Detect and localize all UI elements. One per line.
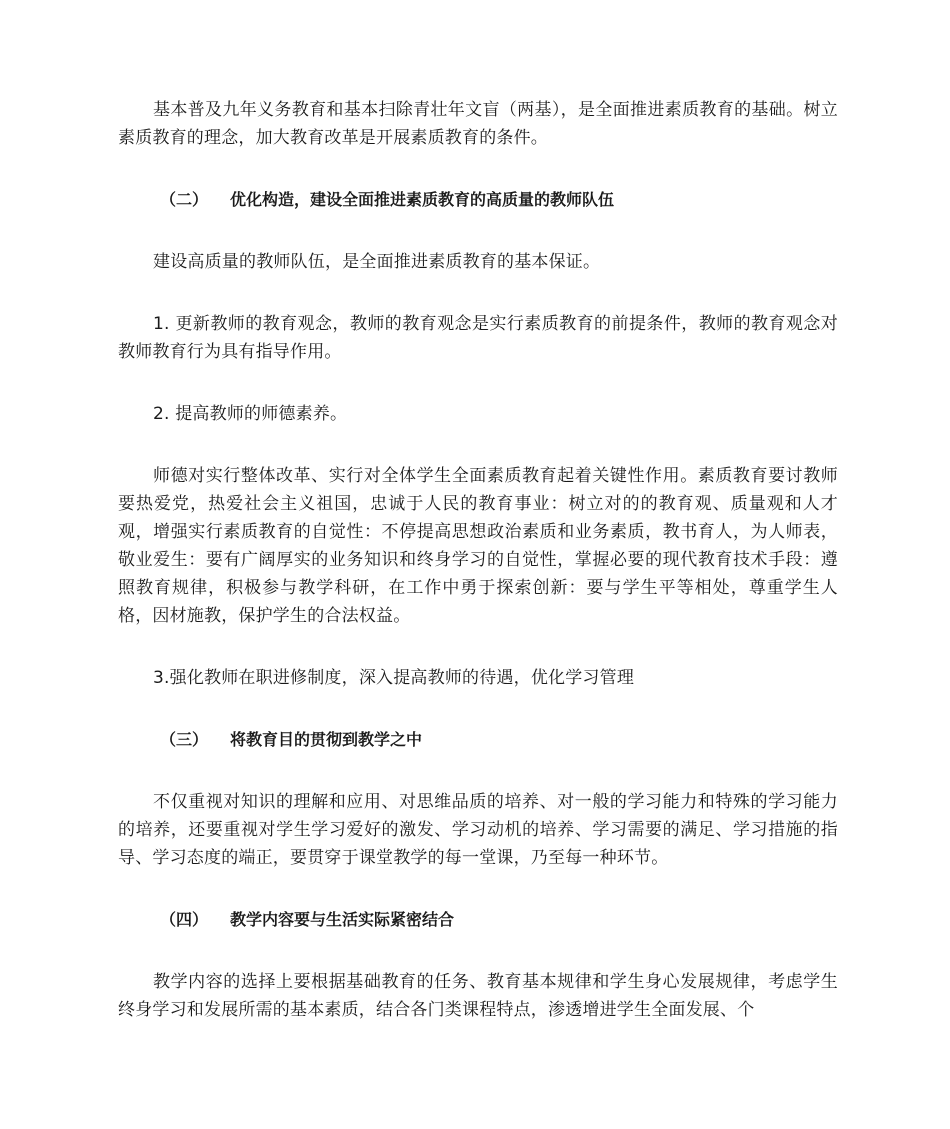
- paragraph-item-3: 3.强化教师在职进修制度，深入提高教师的待遇，优化学习管理: [153, 668, 635, 688]
- section-heading-4: [118, 906, 838, 934]
- section-number: （三）: [160, 730, 209, 749]
- section-title: 教学内容要与生活实际紧密结合: [230, 910, 455, 929]
- paragraph-teaching: 不仅重视对知识的理解和应用、对思维品质的培养、对一般的学习能力和特殊的学习能力的培养，还要重视对学生学习爱好的激发、学习动机的培养、学习需要的满足、学习措施的指导、学习态度的端正，要贯穿于课堂教学的每一堂课，乃至每一种环节。: [118, 792, 838, 868]
- document-page: [118, 96, 838, 1024]
- paragraph-content: 教学内容的选择上要根据基础教育的任务、教育基本规律和学生身心发展规律，考虑学生终身学习和发展所需的基本素质，结合各门类课程特点，渗透增进学生全面发展、个: [118, 972, 838, 1020]
- section-title: 优化构造，建设全面推进素质教育的高质量的教师队伍: [230, 190, 615, 209]
- section-number: （二）: [160, 190, 209, 209]
- section-heading-3: [118, 726, 838, 754]
- paragraph-teacher-quality: 建设高质量的教师队伍，是全面推进素质教育的基本保证。: [153, 252, 601, 272]
- section-heading-2: [118, 186, 838, 214]
- section-title: 将教育目的贯彻到教学之中: [230, 730, 423, 749]
- paragraph-intro: 基本普及九年义务教育和基本扫除青壮年文盲（两基），是全面推进素质教育的基础。树立素质教育的理念，加大教育改革是开展素质教育的条件。: [118, 100, 838, 148]
- paragraph-item-2: 2. 提高教师的师德素养。: [153, 404, 348, 424]
- paragraph-ethics: 师德对实行整体改革、实行对全体学生全面素质教育起着关键性作用。素质教育要讨教师要热爱党，热爱社会主义祖国，忠诚于人民的教育事业：树立对的的教育观、质量观和人才观，增强实行素质教育的自觉性：不停提高思想政治素质和业务素质，教书育人，为人师表，敬业爱生：要有广阔厚实的业务知识和终身学习的自觉性，掌握必要的现代教育技术手段：遵照教育规律，积极参与教学科研，在工作中勇于探索创新：要与学生平等相处，尊重学生人格，因材施教，保护学生的合法权益。: [118, 466, 838, 626]
- section-number: （四）: [160, 910, 209, 929]
- paragraph-item-1: 1. 更新教师的教育观念，教师的教育观念是实行素质教育的前提条件，教师的教育观念对教师教育行为具有指导作用。: [118, 314, 838, 362]
